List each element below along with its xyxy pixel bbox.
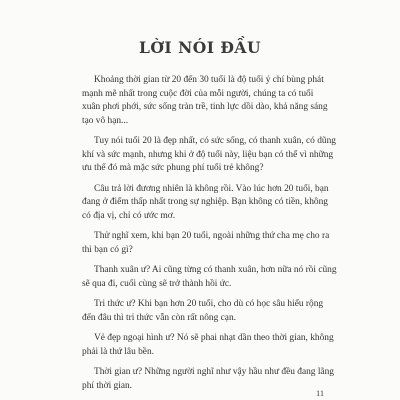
paragraph-7 [82, 332, 334, 359]
text-line: sẽ qua đi, cuối cùng sẽ trở thành hồi ức. [82, 278, 232, 289]
text-line: Câu trả lời đương nhiên là không rồi. Vào lúc hơn 20 tuổi, bạn [94, 183, 329, 194]
paragraph-6 [82, 298, 326, 325]
chapter-title: LỜI NÓI ĐẦU [139, 38, 261, 57]
paragraph-1 [82, 74, 326, 128]
paragraph-5 [82, 264, 337, 291]
text-line: khí và sức mạnh, nhưng khi ở độ tuổi này, liệu bạn có thể vì những [82, 149, 334, 160]
text-line: phải là thứ lâu bền. [82, 346, 154, 357]
paragraph-4 [82, 230, 330, 257]
text-line: tạo vô hạn... [82, 115, 129, 126]
body-text [82, 74, 337, 400]
paragraph-8 [82, 366, 334, 393]
text-line: Khoảng thời gian từ 20 đến 30 tuổi là độ tuổi ý chí bùng phát [94, 75, 324, 85]
text-line: đến đâu thì tri thức vẫn còn rất nông cạn. [82, 312, 236, 323]
text-line: đang ở điểm thấp nhất trong sự nghiệp. Bạn không có tiền, không [82, 197, 328, 208]
paragraph-3 [82, 183, 329, 224]
text-line: xuân phơi phới, sức sống tràn trề, tinh lực dồi dào, khả năng sáng [82, 102, 328, 113]
text-line: ưu thế đó mà mặc sức phung phí tuổi trẻ không? [82, 163, 264, 174]
text-line: mạnh mẽ nhất trong cuộc đời của mỗi người, chúng ta có tuổi [82, 88, 314, 99]
text-line: Tuy nói tuổi 20 là đẹp nhất, có sức sống, có thanh xuân, có dũng [94, 136, 336, 147]
page-number: 11 [316, 388, 325, 398]
text-line: Thử nghĩ xem, khi bạn 20 tuổi, ngoài những thứ cha mẹ cho ra [94, 231, 330, 242]
text-line: Vẻ đẹp ngoại hình ư? Nó sẽ phai nhạt dần theo thời gian, không [94, 333, 334, 344]
paragraph-2 [82, 135, 336, 176]
text-line: Tri thức ư? Khi bạn hơn 20 tuổi, cho dù có học sâu hiểu rộng [94, 299, 324, 310]
text-line: phí thời gian. [82, 380, 133, 391]
text-line: Thanh xuân ư? Ai cũng từng có thanh xuân, hơn nữa nó rồi cũng [94, 265, 337, 276]
text-line: thì bạn có gì? [82, 244, 133, 255]
text-line: có địa vị, chỉ có ước mơ. [82, 210, 176, 221]
text-line: Thời gian ư? Những người nghĩ như vậy hầu như đều đang lãng [94, 367, 334, 378]
